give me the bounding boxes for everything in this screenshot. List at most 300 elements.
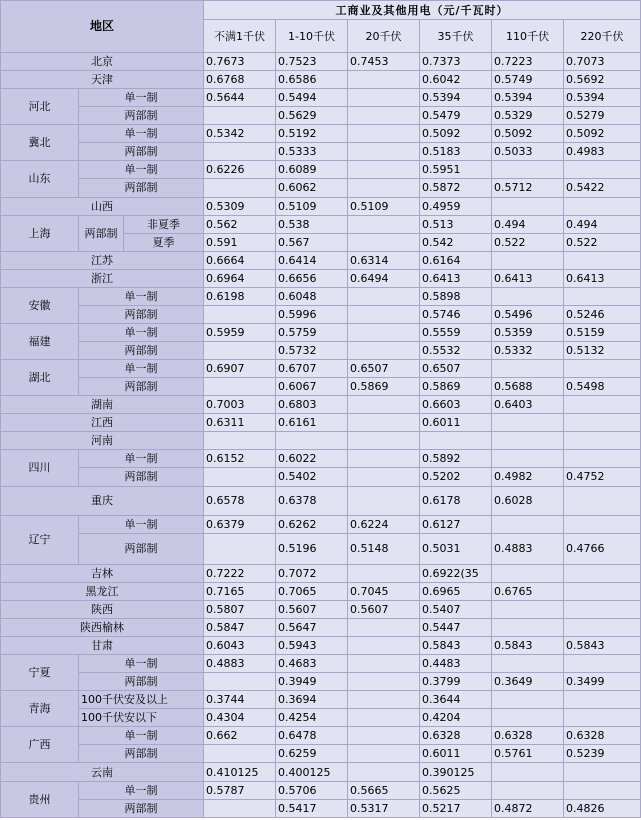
- price-cell: 0.5869: [348, 378, 420, 396]
- price-cell: [492, 450, 564, 468]
- voltage-column-header: 1-10千伏: [276, 20, 348, 53]
- price-cell: 0.5625: [420, 781, 492, 799]
- region-label: 上海: [1, 215, 79, 251]
- price-cell: [348, 432, 420, 450]
- price-cell: 0.7523: [276, 53, 348, 71]
- table-row: [1, 727, 641, 745]
- price-cell: 0.5746: [420, 305, 492, 323]
- price-cell: [492, 691, 564, 709]
- table-row: [1, 414, 641, 432]
- price-cell: [564, 197, 641, 215]
- price-cell: 0.4872: [492, 799, 564, 817]
- region-label: 河南: [1, 432, 204, 450]
- price-cell: 0.5706: [276, 781, 348, 799]
- price-cell: 0.6089: [276, 161, 348, 179]
- region-label: 两部制: [79, 799, 204, 817]
- price-cell: 0.5239: [564, 745, 641, 763]
- price-cell: 0.7223: [492, 53, 564, 71]
- price-cell: 0.4883: [204, 655, 276, 673]
- price-cell: 0.6328: [420, 727, 492, 745]
- price-cell: [204, 533, 276, 564]
- price-cell: [564, 564, 641, 582]
- region-label: 福建: [1, 323, 79, 359]
- price-cell: 0.5787: [204, 781, 276, 799]
- region-label: 重庆: [1, 486, 204, 515]
- price-cell: [348, 323, 420, 341]
- table-row: [1, 342, 641, 360]
- price-cell: 0.4483: [420, 655, 492, 673]
- price-cell: [492, 414, 564, 432]
- price-cell: 0.5607: [276, 600, 348, 618]
- price-cell: [492, 197, 564, 215]
- price-cell: 0.6965: [420, 582, 492, 600]
- price-cell: [204, 342, 276, 360]
- price-cell: 0.7673: [204, 53, 276, 71]
- price-cell: [564, 781, 641, 799]
- price-cell: 0.3744: [204, 691, 276, 709]
- price-cell: 0.5872: [420, 179, 492, 197]
- price-cell: [564, 582, 641, 600]
- table-row: [1, 71, 641, 89]
- price-cell: 0.5761: [492, 745, 564, 763]
- price-cell: 0.542: [420, 233, 492, 251]
- price-cell: [492, 360, 564, 378]
- price-cell: 0.5843: [492, 637, 564, 655]
- price-cell: 0.6413: [492, 269, 564, 287]
- region-label: 宁夏: [1, 655, 79, 691]
- region-label: 两部制: [79, 107, 204, 125]
- price-cell: [348, 468, 420, 486]
- price-cell: [492, 600, 564, 618]
- price-cell: [204, 673, 276, 691]
- price-cell: [204, 745, 276, 763]
- price-cell: 0.5665: [348, 781, 420, 799]
- price-cell: [492, 709, 564, 727]
- price-cell: 0.7373: [420, 53, 492, 71]
- price-cell: 0.5732: [276, 342, 348, 360]
- table-row: [1, 582, 641, 600]
- price-cell: [204, 378, 276, 396]
- table-row: [1, 655, 641, 673]
- price-cell: 0.5217: [420, 799, 492, 817]
- price-cell: 0.5422: [564, 179, 641, 197]
- price-cell: 0.6328: [492, 727, 564, 745]
- price-cell: 0.494: [492, 215, 564, 233]
- price-cell: [348, 125, 420, 143]
- price-cell: 0.5688: [492, 378, 564, 396]
- region-label: 冀北: [1, 125, 79, 161]
- table-row: [1, 53, 641, 71]
- price-cell: [348, 673, 420, 691]
- price-cell: 0.5869: [420, 378, 492, 396]
- price-cell: [492, 287, 564, 305]
- price-cell: [492, 161, 564, 179]
- region-label: 山西: [1, 197, 204, 215]
- price-cell: 0.390125: [420, 763, 492, 781]
- price-cell: 0.6656: [276, 269, 348, 287]
- price-cell: 0.5898: [420, 287, 492, 305]
- table-row: [1, 179, 641, 197]
- price-cell: 0.567: [276, 233, 348, 251]
- price-cell: 0.7165: [204, 582, 276, 600]
- price-cell: 0.5246: [564, 305, 641, 323]
- table-row: [1, 600, 641, 618]
- price-cell: [348, 396, 420, 414]
- price-cell: 0.5394: [420, 89, 492, 107]
- price-cell: 0.4883: [492, 533, 564, 564]
- price-cell: 0.5498: [564, 378, 641, 396]
- price-cell: 0.6311: [204, 414, 276, 432]
- price-cell: [564, 600, 641, 618]
- price-cell: [564, 432, 641, 450]
- voltage-column-header: 220千伏: [564, 20, 641, 53]
- price-cell: 0.5109: [276, 197, 348, 215]
- table-row: [1, 269, 641, 287]
- price-cell: 0.3649: [492, 673, 564, 691]
- price-cell: [492, 432, 564, 450]
- price-cell: 0.6011: [420, 414, 492, 432]
- table-row: [1, 287, 641, 305]
- table-row: [1, 564, 641, 582]
- price-cell: 0.5496: [492, 305, 564, 323]
- price-cell: 0.5847: [204, 618, 276, 636]
- table-row: [1, 396, 641, 414]
- price-cell: [348, 71, 420, 89]
- price-cell: 0.662: [204, 727, 276, 745]
- region-label: 单一制: [79, 727, 204, 745]
- region-label: 山东: [1, 161, 79, 197]
- price-cell: 0.5447: [420, 618, 492, 636]
- price-cell: [348, 691, 420, 709]
- region-label: 单一制: [79, 781, 204, 799]
- price-cell: [348, 637, 420, 655]
- price-cell: [348, 179, 420, 197]
- table-row: [1, 323, 641, 341]
- table-row: [1, 673, 641, 691]
- table-row: [1, 89, 641, 107]
- region-label: 单一制: [79, 89, 204, 107]
- price-cell: 0.591: [204, 233, 276, 251]
- price-cell: 0.5329: [492, 107, 564, 125]
- price-cell: 0.5183: [420, 143, 492, 161]
- price-cell: 0.5092: [492, 125, 564, 143]
- price-cell: [204, 305, 276, 323]
- price-cell: [348, 143, 420, 161]
- price-cell: [564, 515, 641, 533]
- price-cell: 0.6022: [276, 450, 348, 468]
- region-label: 两部制: [79, 143, 204, 161]
- region-label: 单一制: [79, 287, 204, 305]
- region-label: 两部制: [79, 673, 204, 691]
- price-cell: 0.5031: [420, 533, 492, 564]
- price-cell: 0.5132: [564, 342, 641, 360]
- table-row: [1, 781, 641, 799]
- table-row: [1, 161, 641, 179]
- region-label: 江西: [1, 414, 204, 432]
- region-label: 单一制: [79, 125, 204, 143]
- price-cell: 0.3644: [420, 691, 492, 709]
- table-row: [1, 215, 641, 233]
- table-row: [1, 450, 641, 468]
- price-cell: 0.3694: [276, 691, 348, 709]
- price-cell: 0.5332: [492, 342, 564, 360]
- table-row: [1, 305, 641, 323]
- region-label: 100千伏安及以上: [79, 691, 204, 709]
- price-cell: [564, 161, 641, 179]
- price-cell: [348, 107, 420, 125]
- table-row: [1, 799, 641, 817]
- price-cell: [492, 655, 564, 673]
- price-cell: [348, 233, 420, 251]
- price-cell: 0.5532: [420, 342, 492, 360]
- price-cell: 0.6603: [420, 396, 492, 414]
- region-label: 天津: [1, 71, 204, 89]
- price-cell: 0.6262: [276, 515, 348, 533]
- region-header: 地区: [1, 1, 204, 53]
- price-cell: 0.522: [564, 233, 641, 251]
- price-cell: 0.5033: [492, 143, 564, 161]
- price-cell: [564, 709, 641, 727]
- price-cell: 0.6413: [564, 269, 641, 287]
- price-cell: 0.4766: [564, 533, 641, 564]
- price-cell: 0.6161: [276, 414, 348, 432]
- price-cell: 0.5109: [348, 197, 420, 215]
- price-cell: [564, 763, 641, 781]
- price-cell: [348, 709, 420, 727]
- region-label: 单一制: [79, 161, 204, 179]
- price-cell: 0.5309: [204, 197, 276, 215]
- region-label: 两部制: [79, 342, 204, 360]
- price-cell: [348, 89, 420, 107]
- region-label: 河北: [1, 89, 79, 125]
- price-cell: 0.6414: [276, 251, 348, 269]
- price-cell: 0.5279: [564, 107, 641, 125]
- price-cell: [348, 450, 420, 468]
- price-cell: 0.5951: [420, 161, 492, 179]
- region-label: 黑龙江: [1, 582, 204, 600]
- price-cell: 0.6198: [204, 287, 276, 305]
- table-row: [1, 486, 641, 515]
- price-cell: [564, 691, 641, 709]
- region-label: 贵州: [1, 781, 79, 817]
- price-cell: [564, 450, 641, 468]
- price-cell: 0.5148: [348, 533, 420, 564]
- price-cell: [348, 564, 420, 582]
- region-label: 甘肃: [1, 637, 204, 655]
- price-cell: 0.5479: [420, 107, 492, 125]
- price-cell: [564, 486, 641, 515]
- table-row: [1, 618, 641, 636]
- price-cell: 0.5843: [420, 637, 492, 655]
- price-cell: 0.4254: [276, 709, 348, 727]
- voltage-column-header: 110千伏: [492, 20, 564, 53]
- price-cell: 0.4982: [492, 468, 564, 486]
- price-cell: 0.6494: [348, 269, 420, 287]
- price-cell: [348, 215, 420, 233]
- table-row: [1, 763, 641, 781]
- region-label: 四川: [1, 450, 79, 486]
- price-cell: [204, 468, 276, 486]
- price-cell: 0.5159: [564, 323, 641, 341]
- price-cell: 0.6042: [420, 71, 492, 89]
- price-cell: 0.410125: [204, 763, 276, 781]
- price-cell: [204, 799, 276, 817]
- price-cell: 0.6379: [204, 515, 276, 533]
- table-row: [1, 143, 641, 161]
- price-cell: 0.7065: [276, 582, 348, 600]
- price-cell: 0.6378: [276, 486, 348, 515]
- table-row: [1, 691, 641, 709]
- price-cell: 0.5092: [420, 125, 492, 143]
- region-label: 广西: [1, 727, 79, 763]
- table-row: [1, 468, 641, 486]
- region-label: 单一制: [79, 450, 204, 468]
- price-cell: 0.5759: [276, 323, 348, 341]
- price-cell: [564, 414, 641, 432]
- price-cell: 0.538: [276, 215, 348, 233]
- region-label: 辽宁: [1, 515, 79, 564]
- region-label: 单一制: [79, 515, 204, 533]
- price-cell: 0.6964: [204, 269, 276, 287]
- region-label: 安徽: [1, 287, 79, 323]
- price-cell: [204, 143, 276, 161]
- price-cell: [492, 251, 564, 269]
- table-row: [1, 251, 641, 269]
- price-cell: 0.6224: [348, 515, 420, 533]
- price-cell: 0.4204: [420, 709, 492, 727]
- price-cell: 0.6043: [204, 637, 276, 655]
- region-label: 两部制: [79, 468, 204, 486]
- price-cell: [276, 432, 348, 450]
- price-cell: 0.7453: [348, 53, 420, 71]
- region-label: 北京: [1, 53, 204, 71]
- price-cell: 0.7003: [204, 396, 276, 414]
- price-cell: [492, 781, 564, 799]
- region-label: 湖北: [1, 360, 79, 396]
- table-row: [1, 360, 641, 378]
- price-cell: 0.6011: [420, 745, 492, 763]
- region-label: 陕西榆林: [1, 618, 204, 636]
- price-cell: [348, 655, 420, 673]
- price-cell: 0.5494: [276, 89, 348, 107]
- price-cell: [348, 727, 420, 745]
- region-label: 江苏: [1, 251, 204, 269]
- price-cell: 0.4826: [564, 799, 641, 817]
- region-label: 浙江: [1, 269, 204, 287]
- price-cell: 0.4983: [564, 143, 641, 161]
- price-cell: [348, 161, 420, 179]
- price-cell: 0.6152: [204, 450, 276, 468]
- price-cell: [348, 763, 420, 781]
- region-label: 陕西: [1, 600, 204, 618]
- price-cell: 0.5712: [492, 179, 564, 197]
- price-cell: [204, 432, 276, 450]
- table-row: [1, 378, 641, 396]
- region-label: 100千伏安以下: [79, 709, 204, 727]
- price-cell: [564, 396, 641, 414]
- table-row: [1, 745, 641, 763]
- price-cell: 0.6586: [276, 71, 348, 89]
- price-cell: 0.3949: [276, 673, 348, 691]
- price-cell: 0.6328: [564, 727, 641, 745]
- price-cell: 0.6478: [276, 727, 348, 745]
- price-cell: 0.6507: [348, 360, 420, 378]
- price-cell: [564, 618, 641, 636]
- price-cell: [204, 107, 276, 125]
- price-cell: 0.7222: [204, 564, 276, 582]
- price-cell: 0.6707: [276, 360, 348, 378]
- price-cell: 0.6028: [492, 486, 564, 515]
- price-cell: [348, 342, 420, 360]
- region-label: 青海: [1, 691, 79, 727]
- voltage-column-header: 35千伏: [420, 20, 492, 53]
- price-cell: 0.5959: [204, 323, 276, 341]
- price-cell: 0.7045: [348, 582, 420, 600]
- table-row: [1, 432, 641, 450]
- price-cell: 0.5342: [204, 125, 276, 143]
- price-cell: 0.5647: [276, 618, 348, 636]
- price-cell: [348, 745, 420, 763]
- region-label: 两部制: [79, 745, 204, 763]
- price-cell: 0.6507: [420, 360, 492, 378]
- price-cell: 0.7072: [276, 564, 348, 582]
- region-label: 单一制: [79, 360, 204, 378]
- region-label: 两部制: [79, 215, 124, 251]
- price-cell: [564, 251, 641, 269]
- price-cell: 0.5202: [420, 468, 492, 486]
- table-row: [1, 637, 641, 655]
- price-cell: 0.5629: [276, 107, 348, 125]
- price-cell: 0.6178: [420, 486, 492, 515]
- price-cell: [492, 515, 564, 533]
- price-cell: 0.5996: [276, 305, 348, 323]
- region-label: 单一制: [79, 323, 204, 341]
- price-cell: 0.4304: [204, 709, 276, 727]
- price-cell: 0.6067: [276, 378, 348, 396]
- region-label: 单一制: [79, 655, 204, 673]
- price-cell: 0.5394: [492, 89, 564, 107]
- price-cell: 0.5749: [492, 71, 564, 89]
- price-cell: [204, 179, 276, 197]
- table-row: [1, 709, 641, 727]
- price-cell: 0.494: [564, 215, 641, 233]
- region-label: 两部制: [79, 533, 204, 564]
- price-cell: [564, 287, 641, 305]
- price-cell: [492, 564, 564, 582]
- price-cell: 0.5607: [348, 600, 420, 618]
- price-cell: 0.6062: [276, 179, 348, 197]
- table-row: [1, 107, 641, 125]
- price-cell: 0.6164: [420, 251, 492, 269]
- price-cell: 0.6803: [276, 396, 348, 414]
- price-cell: 0.6403: [492, 396, 564, 414]
- price-cell: 0.6048: [276, 287, 348, 305]
- price-category-header: 工商业及其他用电（元/千瓦时）: [204, 1, 641, 20]
- region-label: 非夏季: [124, 215, 204, 233]
- price-cell: 0.5402: [276, 468, 348, 486]
- price-cell: 0.5394: [564, 89, 641, 107]
- price-cell: [492, 763, 564, 781]
- price-cell: [348, 305, 420, 323]
- price-cell: 0.5092: [564, 125, 641, 143]
- price-cell: 0.5559: [420, 323, 492, 341]
- price-cell: 0.5317: [348, 799, 420, 817]
- table-row: [1, 125, 641, 143]
- price-cell: 0.5892: [420, 450, 492, 468]
- price-cell: 0.5807: [204, 600, 276, 618]
- price-cell: 0.5196: [276, 533, 348, 564]
- price-cell: 0.7073: [564, 53, 641, 71]
